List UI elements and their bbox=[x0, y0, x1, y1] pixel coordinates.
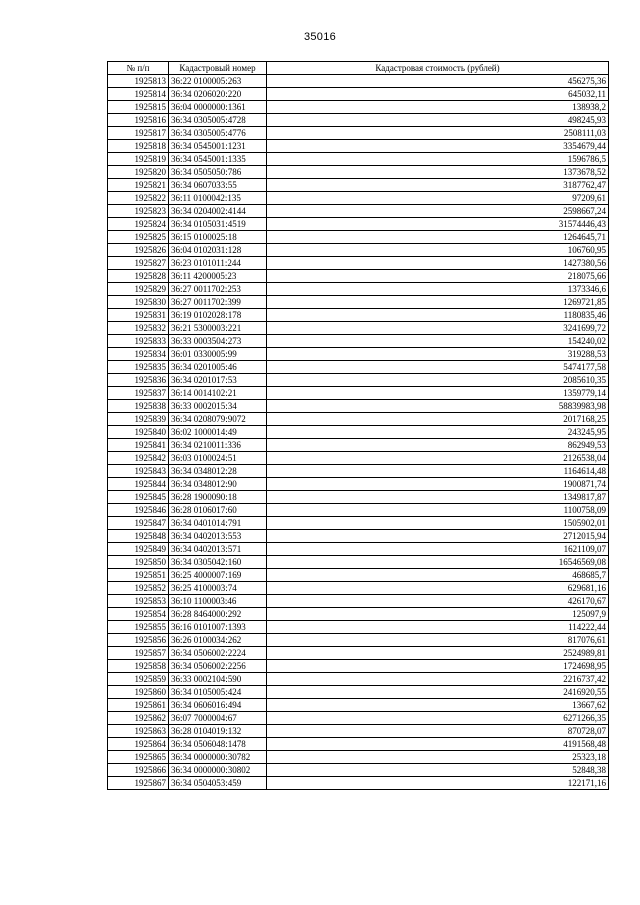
row-index-cell: 1925862 bbox=[108, 712, 169, 725]
cadastral-number-cell: 36:16 0101007:1393 bbox=[169, 621, 267, 634]
cadastral-value-cell: 2017168,25 bbox=[267, 413, 609, 426]
cadastral-value-cell: 1359779,14 bbox=[267, 387, 609, 400]
cadastral-number-cell: 36:15 0100025:18 bbox=[169, 231, 267, 244]
row-index-cell: 1925852 bbox=[108, 582, 169, 595]
cadastral-number-cell: 36:34 0348012:90 bbox=[169, 478, 267, 491]
cadastral-value-cell: 1373678,52 bbox=[267, 166, 609, 179]
table-row bbox=[108, 491, 609, 504]
table-row bbox=[108, 413, 609, 426]
row-index-cell: 1925857 bbox=[108, 647, 169, 660]
table-row bbox=[108, 543, 609, 556]
row-index-cell: 1925843 bbox=[108, 465, 169, 478]
cadastral-number-cell: 36:25 4000007:169 bbox=[169, 569, 267, 582]
header-cadastral-number: Кадастровый номер bbox=[169, 62, 267, 75]
cadastral-number-cell: 36:21 5300003:221 bbox=[169, 322, 267, 335]
cadastral-number-cell: 36:01 0330005:99 bbox=[169, 348, 267, 361]
row-index-cell: 1925832 bbox=[108, 322, 169, 335]
cadastral-number-cell: 36:27 0011702:253 bbox=[169, 283, 267, 296]
row-index-cell: 1925819 bbox=[108, 153, 169, 166]
cadastral-value-cell: 106760,95 bbox=[267, 244, 609, 257]
cadastral-value-cell: 1349817,87 bbox=[267, 491, 609, 504]
cadastral-number-cell: 36:25 4100003:74 bbox=[169, 582, 267, 595]
cadastral-value-cell: 1621109,07 bbox=[267, 543, 609, 556]
row-index-cell: 1925865 bbox=[108, 751, 169, 764]
page-number: 35016 bbox=[303, 31, 337, 43]
table-row bbox=[108, 595, 609, 608]
cadastral-value-table bbox=[107, 61, 609, 790]
cadastral-value-cell: 2416920,55 bbox=[267, 686, 609, 699]
cadastral-number-cell: 36:34 0402013:571 bbox=[169, 543, 267, 556]
row-index-cell: 1925854 bbox=[108, 608, 169, 621]
cadastral-number-cell: 36:34 0506048:1478 bbox=[169, 738, 267, 751]
cadastral-value-cell: 468685,7 bbox=[267, 569, 609, 582]
cadastral-number-cell: 36:33 0002104:590 bbox=[169, 673, 267, 686]
cadastral-value-cell: 2216737,42 bbox=[267, 673, 609, 686]
cadastral-number-cell: 36:34 0545001:1335 bbox=[169, 153, 267, 166]
cadastral-number-cell: 36:11 0100042:135 bbox=[169, 192, 267, 205]
row-index-cell: 1925831 bbox=[108, 309, 169, 322]
cadastral-number-cell: 36:34 0305005:4728 bbox=[169, 114, 267, 127]
cadastral-value-cell: 6271266,35 bbox=[267, 712, 609, 725]
cadastral-value-cell: 498245,93 bbox=[267, 114, 609, 127]
row-index-cell: 1925826 bbox=[108, 244, 169, 257]
table-row bbox=[108, 751, 609, 764]
cadastral-value-cell: 2508111,03 bbox=[267, 127, 609, 140]
row-index-cell: 1925820 bbox=[108, 166, 169, 179]
cadastral-number-cell: 36:34 0305042:160 bbox=[169, 556, 267, 569]
table-row bbox=[108, 75, 609, 88]
table-row bbox=[108, 556, 609, 569]
cadastral-value-cell: 31574446,43 bbox=[267, 218, 609, 231]
cadastral-number-cell: 36:33 0003504:273 bbox=[169, 335, 267, 348]
cadastral-value-cell: 2085610,35 bbox=[267, 374, 609, 387]
table-row bbox=[108, 699, 609, 712]
row-index-cell: 1925839 bbox=[108, 413, 169, 426]
row-index-cell: 1925856 bbox=[108, 634, 169, 647]
row-index-cell: 1925860 bbox=[108, 686, 169, 699]
table-row bbox=[108, 166, 609, 179]
table-row bbox=[108, 504, 609, 517]
cadastral-number-cell: 36:34 0402013:553 bbox=[169, 530, 267, 543]
cadastral-value-cell: 16546569,08 bbox=[267, 556, 609, 569]
row-index-cell: 1925817 bbox=[108, 127, 169, 140]
row-index-cell: 1925834 bbox=[108, 348, 169, 361]
cadastral-number-cell: 36:02 1000014:49 bbox=[169, 426, 267, 439]
cadastral-value-cell: 2126538,04 bbox=[267, 452, 609, 465]
table-row bbox=[108, 712, 609, 725]
cadastral-value-cell: 5474177,58 bbox=[267, 361, 609, 374]
row-index-cell: 1925859 bbox=[108, 673, 169, 686]
cadastral-value-cell: 2712015,94 bbox=[267, 530, 609, 543]
table-row bbox=[108, 478, 609, 491]
cadastral-number-cell: 36:28 1900090:18 bbox=[169, 491, 267, 504]
table-row bbox=[108, 439, 609, 452]
row-index-cell: 1925822 bbox=[108, 192, 169, 205]
cadastral-number-cell: 36:22 0100005:263 bbox=[169, 75, 267, 88]
cadastral-number-cell: 36:34 0000000:30802 bbox=[169, 764, 267, 777]
cadastral-value-cell: 97209,61 bbox=[267, 192, 609, 205]
cadastral-value-cell: 645032,11 bbox=[267, 88, 609, 101]
cadastral-value-cell: 3187762,47 bbox=[267, 179, 609, 192]
table-row bbox=[108, 348, 609, 361]
cadastral-value-cell: 817076,61 bbox=[267, 634, 609, 647]
cadastral-value-cell: 2598667,24 bbox=[267, 205, 609, 218]
table-row bbox=[108, 374, 609, 387]
cadastral-value-cell: 218075,66 bbox=[267, 270, 609, 283]
cadastral-number-cell: 36:34 0607033:55 bbox=[169, 179, 267, 192]
cadastral-value-cell: 1269721,85 bbox=[267, 296, 609, 309]
table-row bbox=[108, 231, 609, 244]
table-header bbox=[108, 62, 609, 75]
cadastral-number-cell: 36:28 0104019:132 bbox=[169, 725, 267, 738]
cadastral-number-cell: 36:34 0210011:336 bbox=[169, 439, 267, 452]
header-row bbox=[108, 62, 609, 75]
table-row bbox=[108, 686, 609, 699]
table-row bbox=[108, 309, 609, 322]
cadastral-value-cell: 319288,53 bbox=[267, 348, 609, 361]
cadastral-value-cell: 426170,67 bbox=[267, 595, 609, 608]
table-row bbox=[108, 218, 609, 231]
table-row bbox=[108, 517, 609, 530]
table-row bbox=[108, 777, 609, 790]
cadastral-number-cell: 36:33 0002015:34 bbox=[169, 400, 267, 413]
table-row bbox=[108, 530, 609, 543]
cadastral-number-cell: 36:34 0204002:4144 bbox=[169, 205, 267, 218]
cadastral-number-cell: 36:34 0401014:791 bbox=[169, 517, 267, 530]
cadastral-value-cell: 629681,16 bbox=[267, 582, 609, 595]
cadastral-value-cell: 456275,36 bbox=[267, 75, 609, 88]
table-body bbox=[108, 75, 609, 790]
row-index-cell: 1925825 bbox=[108, 231, 169, 244]
table-row bbox=[108, 270, 609, 283]
cadastral-value-cell: 1596786,5 bbox=[267, 153, 609, 166]
table-row bbox=[108, 400, 609, 413]
cadastral-value-cell: 1373346,6 bbox=[267, 283, 609, 296]
table-row bbox=[108, 205, 609, 218]
cadastral-value-cell: 1100758,09 bbox=[267, 504, 609, 517]
table-row bbox=[108, 335, 609, 348]
table-row bbox=[108, 452, 609, 465]
row-index-cell: 1925851 bbox=[108, 569, 169, 582]
cadastral-number-cell: 36:34 0105005:424 bbox=[169, 686, 267, 699]
cadastral-value-cell: 243245,95 bbox=[267, 426, 609, 439]
table-row bbox=[108, 140, 609, 153]
table-row bbox=[108, 673, 609, 686]
cadastral-value-cell: 154240,02 bbox=[267, 335, 609, 348]
row-index-cell: 1925830 bbox=[108, 296, 169, 309]
cadastral-number-cell: 36:10 1100003:46 bbox=[169, 595, 267, 608]
cadastral-value-cell: 1427380,56 bbox=[267, 257, 609, 270]
table-row bbox=[108, 101, 609, 114]
row-index-cell: 1925828 bbox=[108, 270, 169, 283]
cadastral-number-cell: 36:34 0201005:46 bbox=[169, 361, 267, 374]
cadastral-value-cell: 138938,2 bbox=[267, 101, 609, 114]
cadastral-number-cell: 36:28 0106017:60 bbox=[169, 504, 267, 517]
cadastral-value-cell: 125097,9 bbox=[267, 608, 609, 621]
cadastral-value-cell: 2524989,81 bbox=[267, 647, 609, 660]
row-index-cell: 1925846 bbox=[108, 504, 169, 517]
row-index-cell: 1925842 bbox=[108, 452, 169, 465]
row-index-cell: 1925853 bbox=[108, 595, 169, 608]
table-row bbox=[108, 114, 609, 127]
row-index-cell: 1925824 bbox=[108, 218, 169, 231]
cadastral-number-cell: 36:19 0102028:178 bbox=[169, 309, 267, 322]
table-row bbox=[108, 738, 609, 751]
row-index-cell: 1925848 bbox=[108, 530, 169, 543]
cadastral-value-cell: 122171,16 bbox=[267, 777, 609, 790]
cadastral-number-cell: 36:34 0545001:1231 bbox=[169, 140, 267, 153]
row-index-cell: 1925858 bbox=[108, 660, 169, 673]
row-index-cell: 1925823 bbox=[108, 205, 169, 218]
row-index-cell: 1925847 bbox=[108, 517, 169, 530]
cadastral-number-cell: 36:03 0100024:51 bbox=[169, 452, 267, 465]
row-index-cell: 1925833 bbox=[108, 335, 169, 348]
row-index-cell: 1925840 bbox=[108, 426, 169, 439]
cadastral-value-cell: 1164614,48 bbox=[267, 465, 609, 478]
cadastral-number-cell: 36:14 0014102:21 bbox=[169, 387, 267, 400]
cadastral-value-cell: 3354679,44 bbox=[267, 140, 609, 153]
cadastral-number-cell: 36:07 7000004:67 bbox=[169, 712, 267, 725]
cadastral-value-cell: 3241699,72 bbox=[267, 322, 609, 335]
row-index-cell: 1925861 bbox=[108, 699, 169, 712]
row-index-cell: 1925849 bbox=[108, 543, 169, 556]
cadastral-number-cell: 36:27 0011702:399 bbox=[169, 296, 267, 309]
cadastral-value-cell: 862949,53 bbox=[267, 439, 609, 452]
cadastral-value-cell: 1180835,46 bbox=[267, 309, 609, 322]
cadastral-number-cell: 36:34 0105031:4519 bbox=[169, 218, 267, 231]
cadastral-number-cell: 36:34 0348012:28 bbox=[169, 465, 267, 478]
cadastral-number-cell: 36:34 0305005:4776 bbox=[169, 127, 267, 140]
table-row bbox=[108, 88, 609, 101]
cadastral-number-cell: 36:34 0201017:53 bbox=[169, 374, 267, 387]
table-row bbox=[108, 764, 609, 777]
row-index-cell: 1925829 bbox=[108, 283, 169, 296]
cadastral-value-cell: 1724698,95 bbox=[267, 660, 609, 673]
table-row bbox=[108, 725, 609, 738]
table-row bbox=[108, 621, 609, 634]
row-index-cell: 1925827 bbox=[108, 257, 169, 270]
cadastral-number-cell: 36:23 0101011:244 bbox=[169, 257, 267, 270]
cadastral-value-cell: 1900871,74 bbox=[267, 478, 609, 491]
table-row bbox=[108, 179, 609, 192]
table-row bbox=[108, 465, 609, 478]
cadastral-number-cell: 36:34 0000000:30782 bbox=[169, 751, 267, 764]
row-index-cell: 1925845 bbox=[108, 491, 169, 504]
cadastral-number-cell: 36:34 0206020:220 bbox=[169, 88, 267, 101]
row-index-cell: 1925844 bbox=[108, 478, 169, 491]
cadastral-value-cell: 52848,38 bbox=[267, 764, 609, 777]
cadastral-number-cell: 36:04 0102031:128 bbox=[169, 244, 267, 257]
row-index-cell: 1925864 bbox=[108, 738, 169, 751]
table-row bbox=[108, 257, 609, 270]
row-index-cell: 1925867 bbox=[108, 777, 169, 790]
row-index-cell: 1925813 bbox=[108, 75, 169, 88]
row-index-cell: 1925821 bbox=[108, 179, 169, 192]
cadastral-number-cell: 36:34 0504053:459 bbox=[169, 777, 267, 790]
row-index-cell: 1925841 bbox=[108, 439, 169, 452]
row-index-cell: 1925866 bbox=[108, 764, 169, 777]
cadastral-number-cell: 36:26 0100034:262 bbox=[169, 634, 267, 647]
cadastral-value-cell: 1264645,71 bbox=[267, 231, 609, 244]
row-index-cell: 1925838 bbox=[108, 400, 169, 413]
row-index-cell: 1925855 bbox=[108, 621, 169, 634]
cadastral-value-cell: 13667,62 bbox=[267, 699, 609, 712]
cadastral-number-cell: 36:28 8464000:292 bbox=[169, 608, 267, 621]
cadastral-number-cell: 36:34 0208079:9072 bbox=[169, 413, 267, 426]
table-row bbox=[108, 127, 609, 140]
row-index-cell: 1925816 bbox=[108, 114, 169, 127]
table-row bbox=[108, 192, 609, 205]
cadastral-value-cell: 25323,18 bbox=[267, 751, 609, 764]
table-row bbox=[108, 244, 609, 257]
row-index-cell: 1925815 bbox=[108, 101, 169, 114]
cadastral-number-cell: 36:34 0606016:494 bbox=[169, 699, 267, 712]
row-index-cell: 1925863 bbox=[108, 725, 169, 738]
row-index-cell: 1925835 bbox=[108, 361, 169, 374]
table-row bbox=[108, 387, 609, 400]
table-row bbox=[108, 647, 609, 660]
table-row bbox=[108, 283, 609, 296]
cadastral-value-cell: 114222,44 bbox=[267, 621, 609, 634]
row-index-cell: 1925814 bbox=[108, 88, 169, 101]
cadastral-value-cell: 1505902,01 bbox=[267, 517, 609, 530]
cadastral-number-cell: 36:34 0506002:2256 bbox=[169, 660, 267, 673]
table-row bbox=[108, 608, 609, 621]
cadastral-number-cell: 36:34 0506002:2224 bbox=[169, 647, 267, 660]
cadastral-number-cell: 36:04 0000000:1361 bbox=[169, 101, 267, 114]
cadastral-value-cell: 4191568,48 bbox=[267, 738, 609, 751]
header-cadastral-value: Кадастровая стоимость (рублей) bbox=[267, 62, 609, 75]
table-row bbox=[108, 660, 609, 673]
table-row bbox=[108, 361, 609, 374]
cadastral-value-cell: 58839983,98 bbox=[267, 400, 609, 413]
table-row bbox=[108, 582, 609, 595]
table-row bbox=[108, 153, 609, 166]
table-row bbox=[108, 426, 609, 439]
table-row bbox=[108, 296, 609, 309]
row-index-cell: 1925836 bbox=[108, 374, 169, 387]
cadastral-number-cell: 36:11 4200005:23 bbox=[169, 270, 267, 283]
table-row bbox=[108, 569, 609, 582]
row-index-cell: 1925837 bbox=[108, 387, 169, 400]
row-index-cell: 1925850 bbox=[108, 556, 169, 569]
cadastral-value-cell: 870728,07 bbox=[267, 725, 609, 738]
cadastral-number-cell: 36:34 0505050:786 bbox=[169, 166, 267, 179]
table-row bbox=[108, 322, 609, 335]
table-row bbox=[108, 634, 609, 647]
row-index-cell: 1925818 bbox=[108, 140, 169, 153]
header-index: № п/п bbox=[108, 62, 169, 75]
